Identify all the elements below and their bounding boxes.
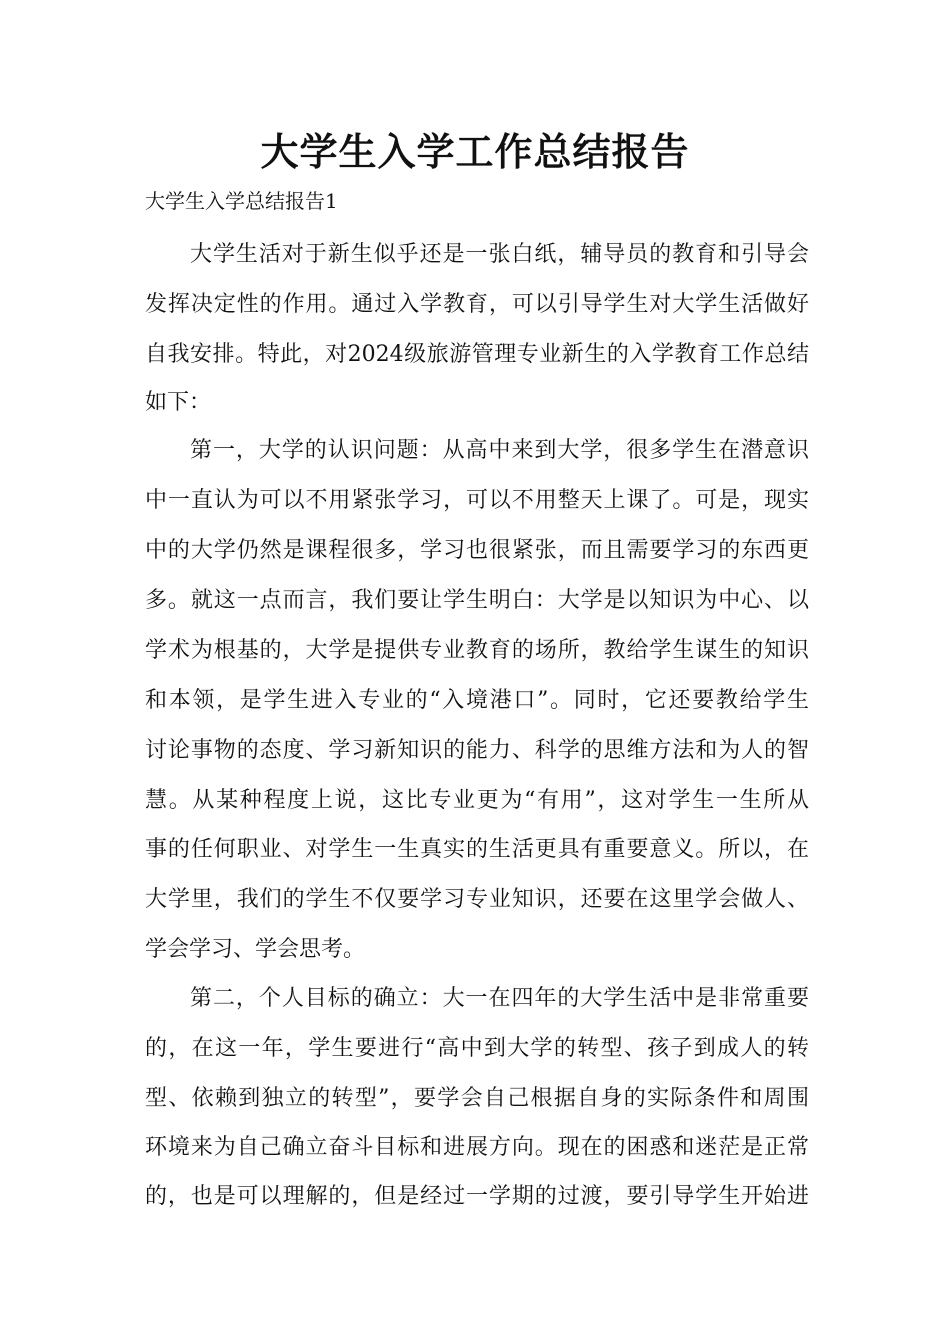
paragraph-line: 自我安排。特此，对2024级旅游管理专业新生的入学教育工作总结 xyxy=(145,342,809,367)
paragraph-line: 慧。从某种程度上说，这比专业更为“有用”，这对学生一生所从 xyxy=(145,788,809,813)
paragraph-line: 和本领，是学生进入专业的“入境港口”。同时，它还要教给学生 xyxy=(145,688,809,713)
document-subtitle: 大学生入学总结报告1 xyxy=(145,189,338,213)
paragraph-line: 大学里，我们的学生不仅要学习专业知识，还要在这里学会做人、 xyxy=(145,887,809,912)
paragraph-line: 事的任何职业、对学生一生真实的生活更具有重要意义。所以，在 xyxy=(145,837,809,862)
paragraph-line: 学术为根基的，大学是提供专业教育的场所，教给学生谋生的知识 xyxy=(145,638,809,663)
paragraph-line: 大学生活对于新生似乎还是一张白纸，辅导员的教育和引导会 xyxy=(190,242,809,267)
paragraph-line: 的，也是可以理解的，但是经过一学期的过渡，要引导学生开始进 xyxy=(145,1184,809,1209)
paragraph-line: 第二，个人目标的确立：大一在四年的大学生活中是非常重要 xyxy=(190,986,809,1011)
paragraph-line: 第一，大学的认识问题：从高中来到大学，很多学生在潜意识 xyxy=(190,438,809,463)
paragraph-line: 中的大学仍然是课程很多，学习也很紧张，而且需要学习的东西更 xyxy=(145,538,809,563)
paragraph-line: 学会学习、学会思考。 xyxy=(145,937,366,962)
paragraph-line: 讨论事物的态度、学习新知识的能力、科学的思维方法和为人的智 xyxy=(145,738,809,763)
paragraph-line: 的，在这一年，学生要进行“高中到大学的转型、孩子到成人的转 xyxy=(145,1036,809,1061)
paragraph-line: 如下： xyxy=(145,390,212,415)
paragraph-line: 发挥决定性的作用。通过入学教育，可以引导学生对大学生活做好 xyxy=(145,292,809,317)
paragraph-line: 多。就这一点而言，我们要让学生明白：大学是以知识为中心、以 xyxy=(145,588,809,613)
paragraph-line: 型、依赖到独立的转型”，要学会自己根据自身的实际条件和周围 xyxy=(145,1086,809,1111)
paragraph-line: 中一直认为可以不用紧张学习，可以不用整天上课了。可是，现实 xyxy=(145,488,809,513)
document-title: 大学生入学工作总结报告 xyxy=(260,130,690,174)
paragraph-line: 环境来为自己确立奋斗目标和进展方向。现在的困惑和迷茫是正常 xyxy=(145,1135,809,1160)
